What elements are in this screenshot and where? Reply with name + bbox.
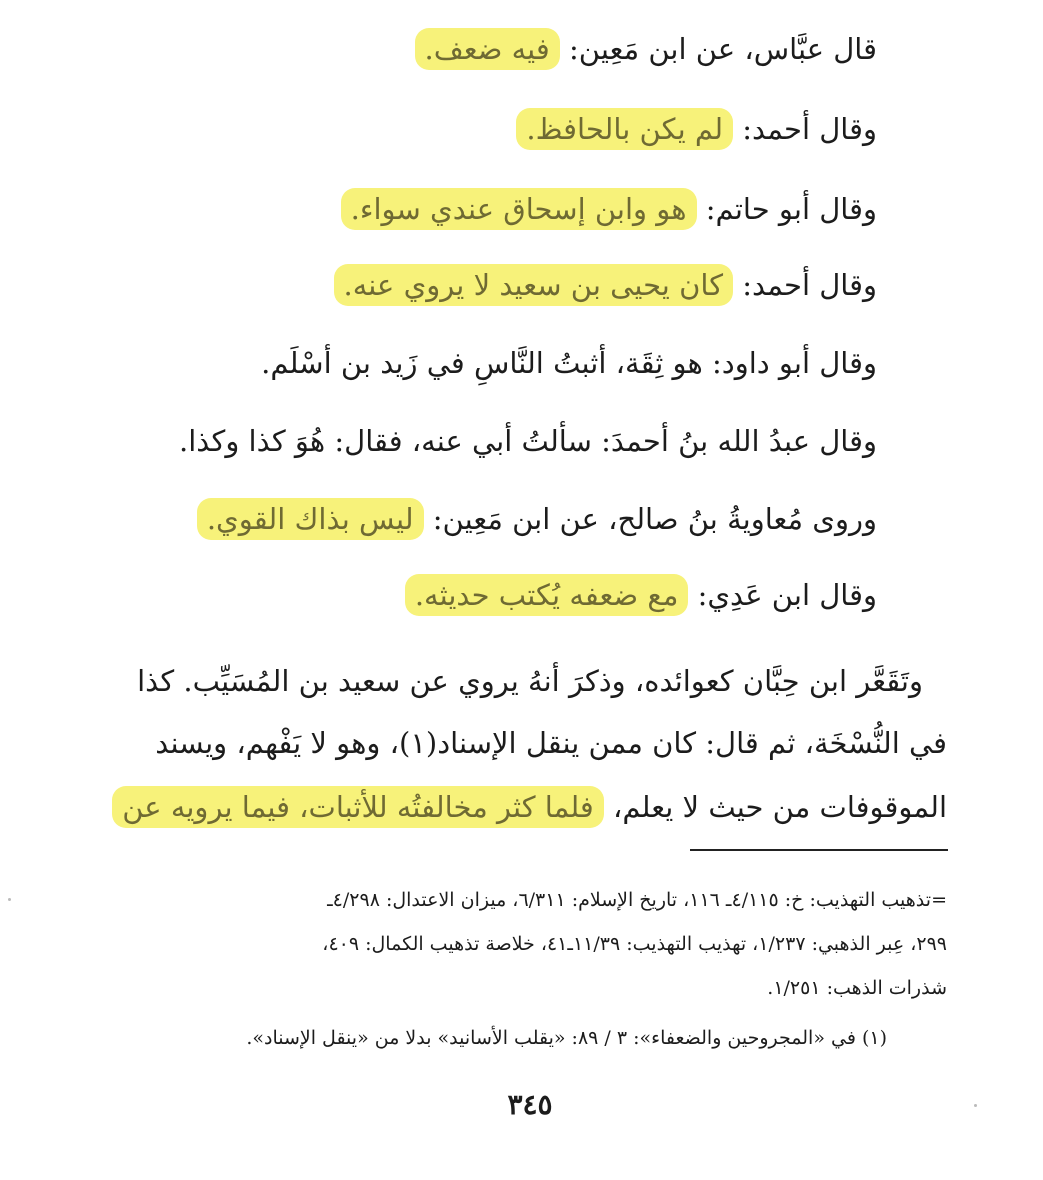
scan-speck	[8, 898, 11, 901]
entry-line	[261, 340, 877, 386]
entry-text: وقال ابن عَدِي:	[688, 578, 877, 612]
paragraph-line	[137, 658, 923, 704]
paragraph-line	[112, 784, 947, 830]
highlighted-text: فيه ضعف.	[415, 28, 560, 70]
entry-text: وقال أبو داود: هو ثِقَة، أثبتُ النَّاسِ في زَيد بن أسْلَم.	[261, 346, 877, 380]
highlighted-text: ليس بذاك القوي.	[197, 498, 424, 540]
highlighted-text: لم يكن بالحافظ.	[516, 108, 733, 150]
paragraph-line	[155, 720, 947, 766]
footnote-line: شذرات الذهب: ١/٢٥١.	[767, 977, 947, 999]
highlighted-text: هو وابن إسحاق عندي سواء.	[341, 188, 697, 230]
entry-line	[197, 496, 877, 542]
footnote-separator	[690, 849, 948, 851]
entry-text: وقال أبو حاتم:	[696, 192, 877, 226]
paragraph-text: وتَقَعَّر ابن حِبَّان كعوائده، وذكرَ أنهُ يروي عن سعيد بن المُسَيِّب. كذا	[137, 664, 923, 698]
entry-line	[405, 572, 877, 618]
entry-line	[516, 106, 877, 152]
paragraph-text: الموقوفات من حيث لا يعلم،	[603, 790, 947, 824]
scan-speck	[974, 1104, 977, 1107]
paragraph-text: في النُّسْخَة، ثم قال: كان ممن ينقل الإسناد(١)، وهو لا يَفْهم، ويسند	[155, 726, 947, 760]
entry-line	[334, 262, 877, 308]
highlighted-text: فلما كثر مخالفتُه للأثبات، فيما يرويه عن	[112, 786, 604, 828]
entry-text: وقال أحمد:	[733, 268, 877, 302]
entry-text: وروى مُعاويةُ بنُ صالح، عن ابن مَعِين:	[423, 502, 877, 536]
footnote-line: =تذهيب التهذيب: خ: ٤/١١٥ـ ١١٦، تاريخ الإسلام: ٦/٣١١، ميزان الاعتدال: ٤/٢٩٨ـ	[327, 889, 947, 911]
footnote-note: (١) في «المجروحين والضعفاء»: ٣ / ٨٩: «يقلب الأسانيد» بدلا من «ينقل الإسناد».	[246, 1027, 887, 1049]
entry-line	[415, 26, 877, 72]
entry-text: وقال أحمد:	[733, 112, 877, 146]
entry-line	[179, 418, 877, 464]
page-number: ٣٤٥	[507, 1088, 553, 1121]
entry-text: وقال عبدُ الله بنُ أحمدَ: سألتُ أبي عنه، فقال: هُوَ كذا وكذا.	[179, 424, 877, 458]
entry-line	[341, 186, 877, 232]
footnote-line: ٢٩٩، عِبر الذهبي: ١/٢٣٧، تهذيب التهذيب: ١١/٣٩ـ٤١، خلاصة تذهيب الكمال: ٤٠٩،	[322, 933, 947, 955]
highlighted-text: كان يحيى بن سعيد لا يروي عنه.	[334, 264, 734, 306]
highlighted-text: مع ضعفه يُكتب حديثه.	[405, 574, 689, 616]
entry-text: قال عبَّاس، عن ابن مَعِين:	[559, 32, 877, 66]
